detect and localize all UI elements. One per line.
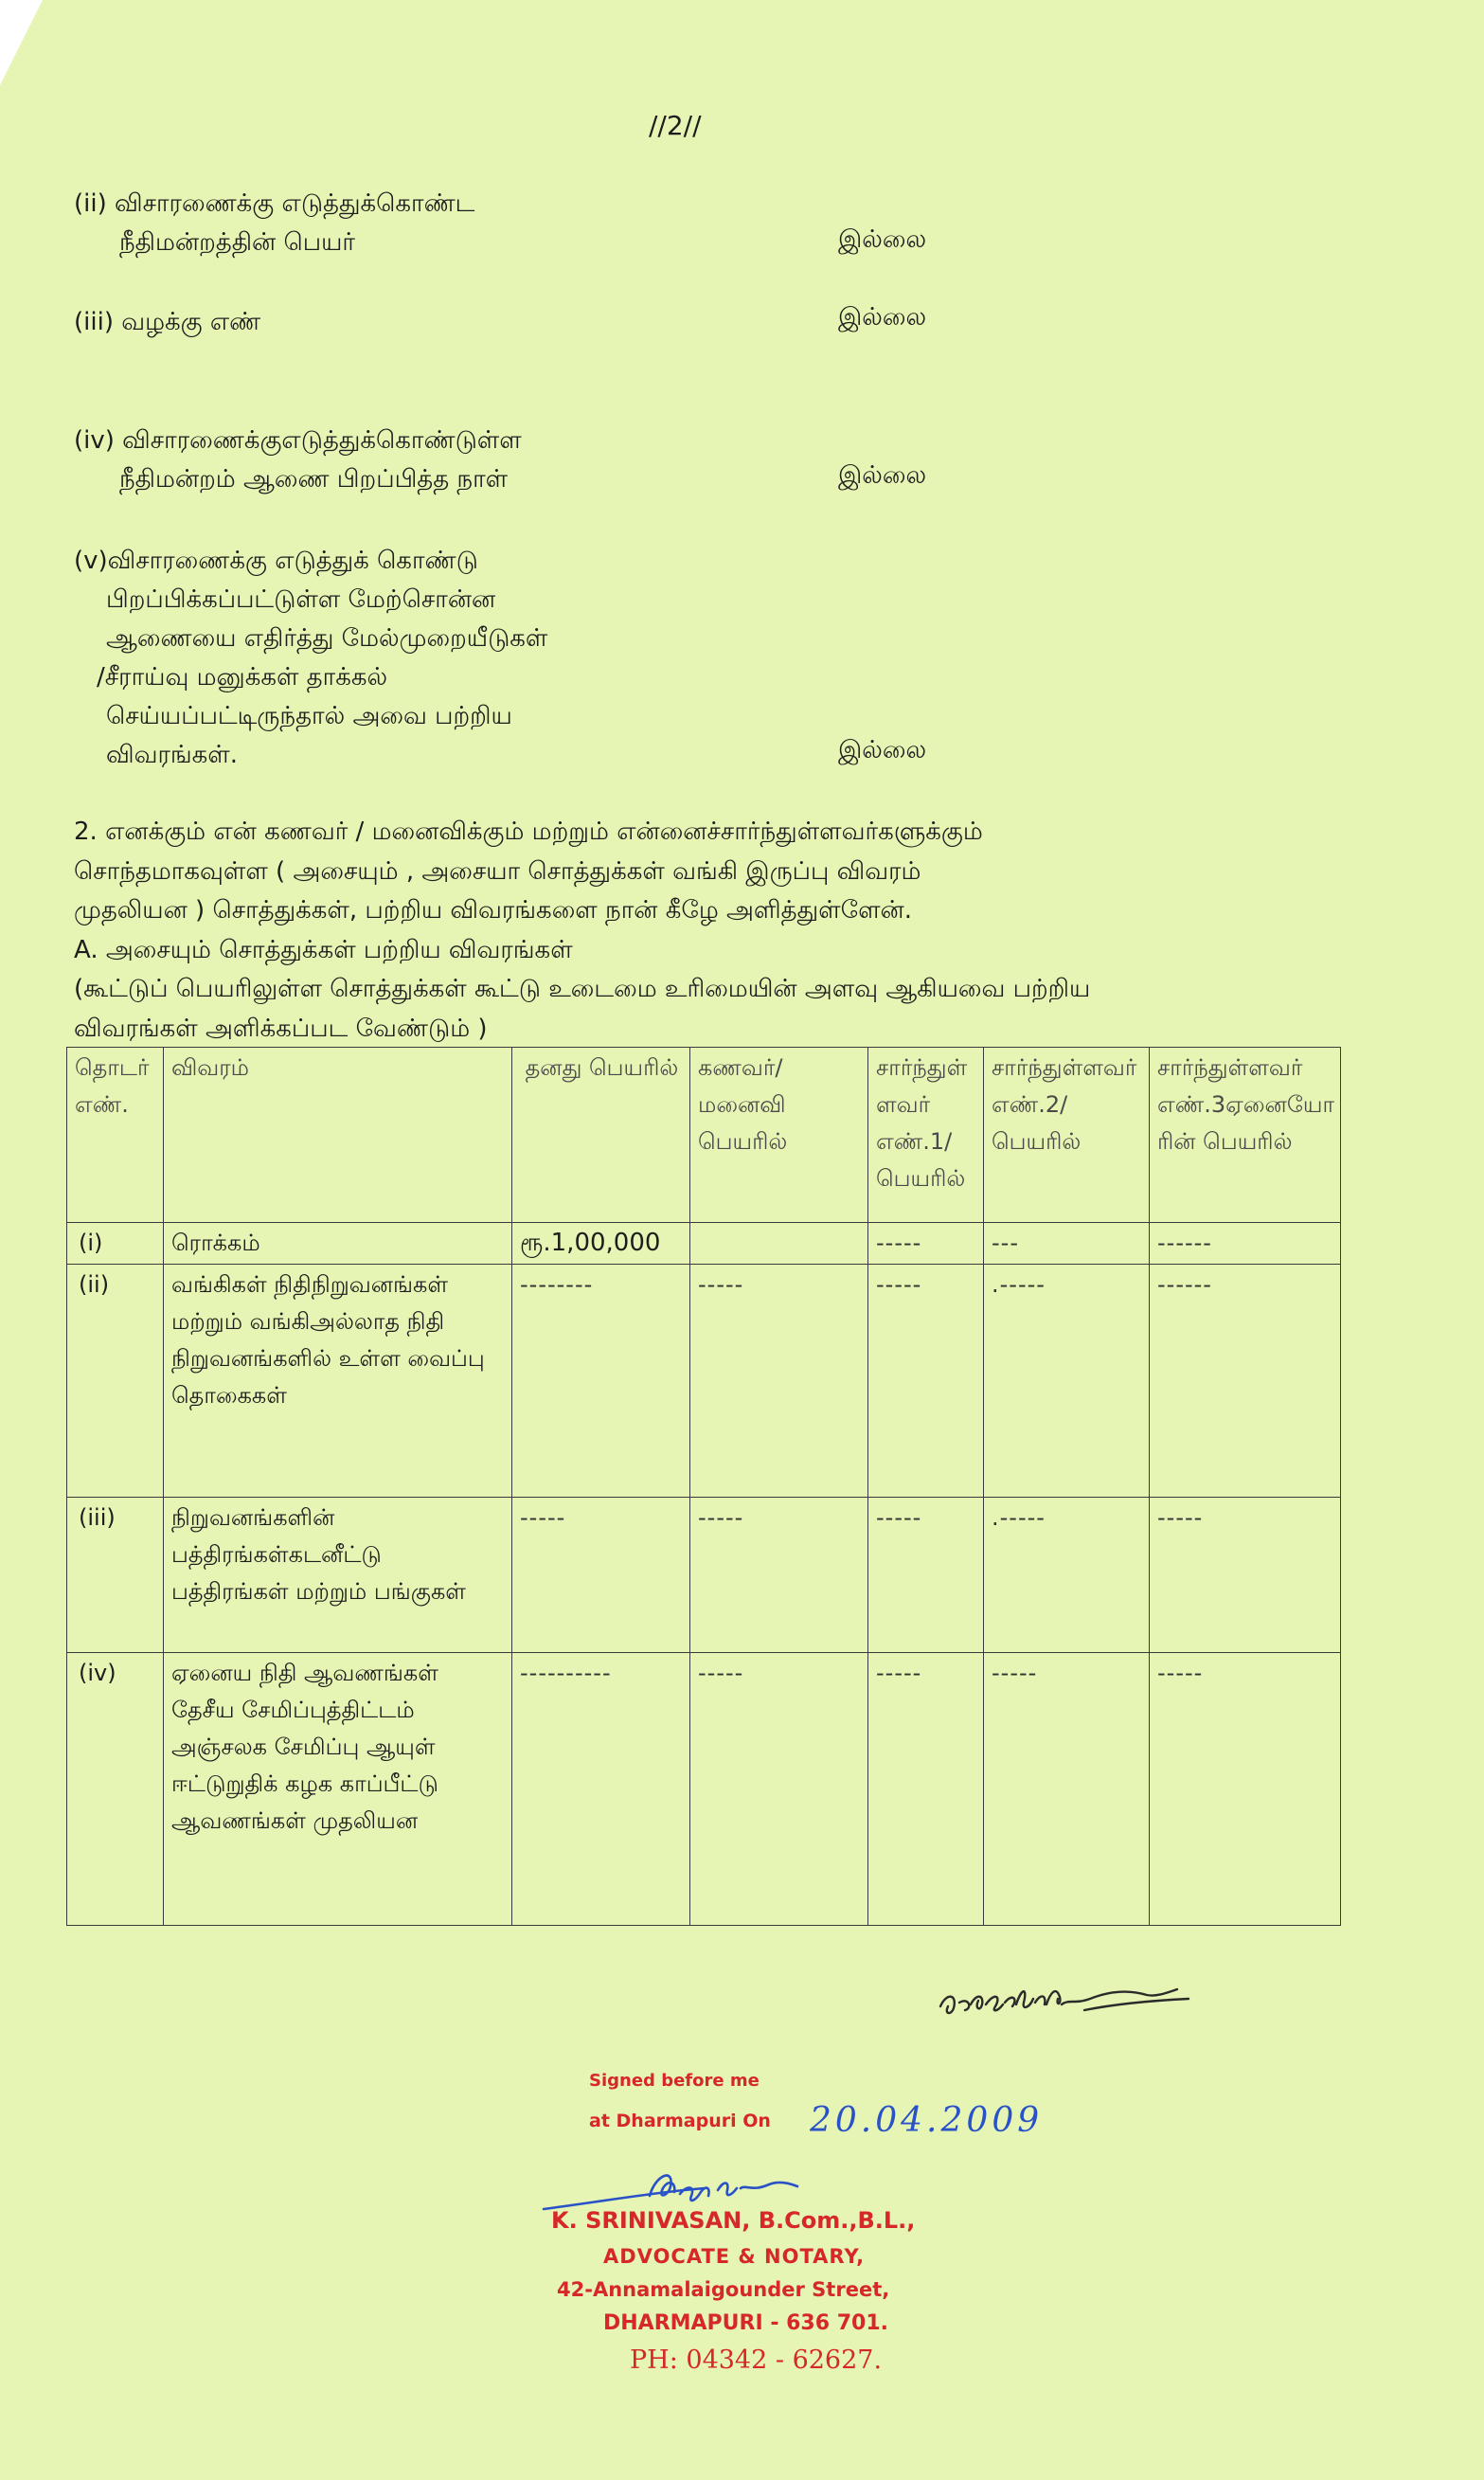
- notary-phone: PH: 04342 - 62627.: [630, 2345, 883, 2375]
- item-iii-answer: இல்லை: [838, 303, 927, 332]
- table-header-row: [67, 1048, 1341, 1223]
- cell-spouse: -----: [690, 1653, 868, 1926]
- cell-dependent-3: ------: [1150, 1265, 1341, 1498]
- item-v-line-2: பிறப்பிக்கப்பட்டுள்ள மேற்சொன்ன: [106, 585, 496, 614]
- section-2-subheading: A. அசையும் சொத்துக்கள் பற்றிய விவரங்கள்: [74, 935, 573, 964]
- cell-self: -----: [512, 1498, 690, 1653]
- notary-address: 42-Annamalaigounder Street,: [557, 2278, 890, 2301]
- row-description: நிறுவனங்களின் பத்திரங்கள்கடனீட்டு பத்திரங்கள் மற்றும் பங்குகள்: [164, 1498, 512, 1653]
- section-2-line-1: 2. எனக்கும் என் கணவர் / மனைவிக்கும் மற்றும் என்னைச்சார்ந்துள்ளவர்களுக்கும்: [74, 818, 983, 846]
- item-v-line-3: ஆணையை எதிர்த்து மேல்முறையீடுகள்: [106, 624, 548, 653]
- cell-spouse: -----: [690, 1265, 868, 1498]
- movable-assets-table: [66, 1047, 1341, 1926]
- deponent-signature: [933, 1978, 1236, 2025]
- cell-dependent-1: -----: [868, 1498, 984, 1653]
- cell-self: ரூ.1,00,000: [512, 1223, 690, 1265]
- cell-dependent-2: -----: [984, 1653, 1150, 1926]
- item-iv-line-2: நீதிமன்றம் ஆணை பிறப்பித்த நாள்: [119, 465, 509, 494]
- cell-dependent-3: ------: [1150, 1223, 1341, 1265]
- item-iv-line-1: (iv) விசாரணைக்குஎடுத்துக்கொண்டுள்ள: [74, 426, 522, 455]
- item-iv-label: [74, 422, 522, 499]
- notary-title: ADVOCATE & NOTARY,: [603, 2245, 866, 2268]
- cell-dependent-1: -----: [868, 1653, 984, 1926]
- row-number: (i): [67, 1223, 164, 1265]
- row-number: (iii): [67, 1498, 164, 1653]
- header-self: தனது பெயரில்: [512, 1048, 690, 1223]
- row-number: (iv): [67, 1653, 164, 1926]
- header-dependent-2: சார்ந்துள்ளவர் எண்.2/ பெயரில்: [984, 1048, 1150, 1223]
- torn-corner: [0, 0, 43, 85]
- section-2-note-line-2: விவரங்கள் அளிக்கப்பட வேண்டும் ): [74, 1014, 488, 1043]
- table-row: [67, 1265, 1341, 1498]
- cell-spouse: -----: [690, 1498, 868, 1653]
- item-v-label: [74, 542, 547, 775]
- item-iii-label: [74, 303, 260, 342]
- section-2-note-line-1: (கூட்டுப் பெயரிலுள்ள சொத்துக்கள் கூட்டு உடைமை உரிமையின் அளவு ஆகியவை பற்றிய: [74, 975, 1091, 1003]
- cell-dependent-2: .-----: [984, 1265, 1150, 1498]
- cell-dependent-1: -----: [868, 1265, 984, 1498]
- item-ii-line-2: நீதிமன்றத்தின் பெயர்: [119, 228, 355, 257]
- header-description: விவரம்: [164, 1048, 512, 1223]
- header-spouse: கணவர்/ மனைவி பெயரில்: [690, 1048, 868, 1223]
- item-v-answer: இல்லை: [838, 736, 927, 764]
- attestation-line-2: at Dharmapuri On: [589, 2111, 771, 2131]
- item-v-line-1: (v)விசாரணைக்கு எடுத்துக் கொண்டு: [74, 547, 478, 575]
- cell-dependent-1: -----: [868, 1223, 984, 1265]
- row-description: ரொக்கம்: [164, 1223, 512, 1265]
- cell-self: ----------: [512, 1653, 690, 1926]
- row-number: (ii): [67, 1265, 164, 1498]
- table-row: [67, 1653, 1341, 1926]
- item-ii-label: [74, 185, 474, 262]
- cell-dependent-2: .-----: [984, 1498, 1150, 1653]
- header-serial-number: தொடர் எண்.: [67, 1048, 164, 1223]
- cell-dependent-2: ---: [984, 1223, 1150, 1265]
- item-v-line-6: விவரங்கள்.: [106, 741, 239, 769]
- table-row: [67, 1223, 1341, 1265]
- item-v-line-5: செய்யப்பட்டிருந்தால் அவை பற்றிய: [106, 702, 512, 730]
- section-2-text: [74, 813, 1090, 1049]
- header-dependent-3: சார்ந்துள்ளவர் எண்.3ஏனையோரின் பெயரில்: [1150, 1048, 1341, 1223]
- item-ii-line-1: (ii) விசாரணைக்கு எடுத்துக்கொண்ட: [74, 189, 475, 218]
- cell-spouse: [690, 1223, 868, 1265]
- section-2-line-3: முதலியன ) சொத்துக்கள், பற்றிய விவரங்களை நான் கீழே அளித்துள்ளேன்.: [74, 896, 913, 925]
- item-ii-answer: இல்லை: [838, 225, 927, 254]
- row-description: வங்கிகள் நிதிநிறுவனங்கள் மற்றும் வங்கிஅல்லாத நிதி நிறுவனங்களில் உள்ள வைப்பு தொகைகள்: [164, 1265, 512, 1498]
- item-iv-answer: இல்லை: [838, 461, 927, 490]
- item-iii-line-1: (iii) வழக்கு எண்: [74, 308, 261, 336]
- notary-city: DHARMAPURI - 636 701.: [603, 2311, 888, 2335]
- header-dependent-1: சார்ந்துள்ளவர் எண்.1/ பெயரில்: [868, 1048, 984, 1223]
- section-2-line-2: சொந்தமாகவுள்ள ( அசையும் , அசையா சொத்துக்கள் வங்கி இருப்பு விவரம்: [74, 856, 921, 886]
- table-row: [67, 1498, 1341, 1653]
- cell-dependent-3: -----: [1150, 1498, 1341, 1653]
- attestation-date: 20.04.2009: [810, 2101, 1044, 2140]
- cell-dependent-3: -----: [1150, 1653, 1341, 1926]
- item-v-line-4: /சீராய்வு மனுக்கள் தாக்கல்: [97, 663, 388, 692]
- page-number: //2//: [649, 110, 702, 141]
- attestation-line-1: Signed before me: [589, 2071, 760, 2091]
- notary-name: K. SRINIVASAN, B.Com.,B.L.,: [551, 2207, 916, 2234]
- row-description: ஏனைய நிதி ஆவணங்கள் தேசீய சேமிப்புத்திட்டம் அஞ்சலக சேமிப்பு ஆயுள் ஈட்டுறுதிக் கழக காப்பீட்டு ஆவணங்கள் முதலியன: [164, 1653, 512, 1926]
- cell-self: --------: [512, 1265, 690, 1498]
